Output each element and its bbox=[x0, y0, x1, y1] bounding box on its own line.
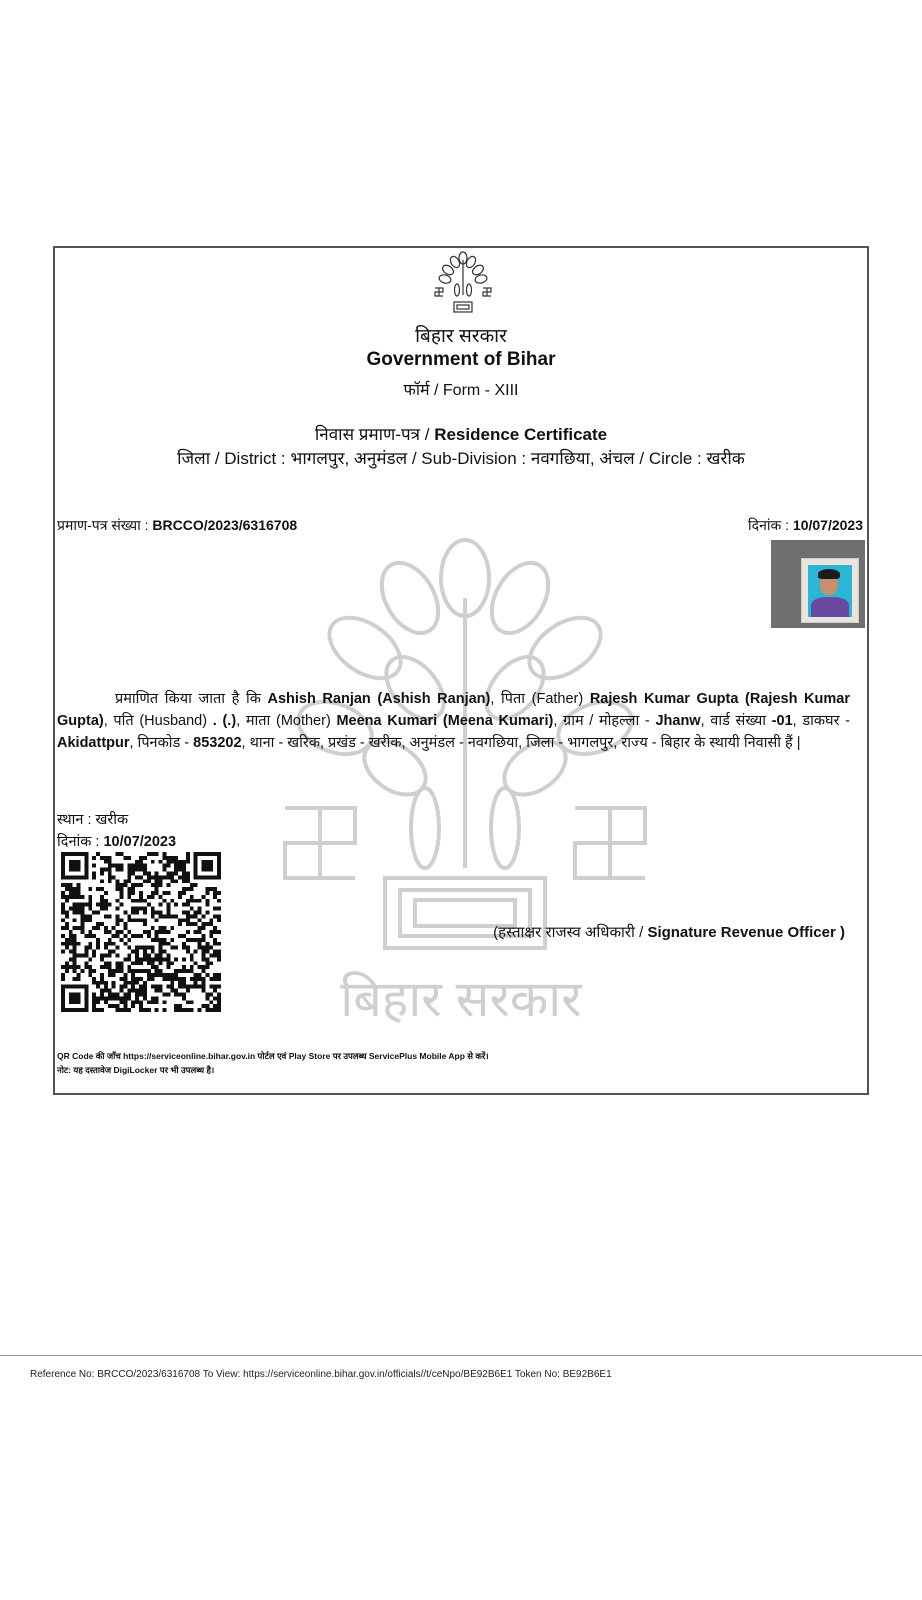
qr-verification-note: QR Code की जाँच https://serviceonline.bihar.gov.in पोर्टल एवं Play Store पर उपलब्ध ServicePlus Mobile App से करें। bbox=[57, 1051, 489, 1061]
subdivision-value: नवगछिया, bbox=[530, 449, 600, 468]
body-text: , वार्ड संख्या bbox=[700, 713, 772, 729]
place-value: खरीक bbox=[95, 812, 129, 828]
footer-reference: Reference No: BRCCO/2023/6316708 To View: https://serviceonline.bihar.gov.in/officials//t/ceNpo/BE92B6E1 Token No: BE92B6E1 bbox=[30, 1369, 612, 1380]
header-title-english: Government of Bihar bbox=[366, 349, 556, 370]
bihar-watermark-icon bbox=[275, 538, 655, 1028]
body-text: , पिनकोड - bbox=[129, 735, 194, 751]
place bbox=[57, 809, 128, 829]
certificate-number-value: BRCCO/2023/6316708 bbox=[152, 517, 298, 533]
photo-card bbox=[801, 558, 859, 623]
body-text: , ग्राम / मोहल्ला - bbox=[553, 713, 656, 729]
mother-name: Meena Kumari (Meena Kumari) bbox=[336, 713, 554, 729]
qr-code-icon[interactable] bbox=[61, 852, 221, 1012]
signature-label-english: Signature Revenue Officer ) bbox=[647, 924, 845, 941]
district-line bbox=[55, 446, 867, 469]
issue-date-value: 10/07/2023 bbox=[103, 834, 177, 850]
body-text: , पिता (Father) bbox=[490, 691, 590, 707]
father-name: Rajesh Kumar Gupta (Rajesh Kumar Gupta) bbox=[57, 691, 850, 729]
qr-modules bbox=[61, 852, 221, 1012]
certificate-number-label: प्रमाण-पत्र संख्या : bbox=[57, 517, 153, 533]
watermark-text: बिहार सरकार bbox=[340, 971, 582, 1027]
signature-label-hindi: (हस्ताक्षर राजस्व अधिकारी / bbox=[493, 924, 648, 941]
body-text: , डाकघर - bbox=[792, 713, 851, 729]
body-text: प्रमाणित किया जाता है कि bbox=[115, 691, 268, 707]
applicant-photo bbox=[771, 540, 865, 628]
signature-label bbox=[493, 922, 845, 942]
district-value: भागलपुर, bbox=[290, 449, 354, 468]
post-office: Akidattpur bbox=[57, 735, 130, 751]
issue-date-label: दिनांक : bbox=[57, 834, 104, 850]
district-label: जिला / District : bbox=[177, 449, 291, 468]
certificate-date bbox=[748, 516, 863, 535]
certificate-title-english: Residence Certificate bbox=[434, 425, 608, 444]
ward-number: -01 bbox=[771, 713, 793, 729]
bihar-emblem-icon bbox=[417, 250, 509, 320]
header-title-hindi: बिहार सरकार bbox=[415, 326, 507, 347]
certificate-title-hindi: निवास प्रमाण-पत्र / bbox=[314, 425, 435, 444]
certificate-date-value: 10/07/2023 bbox=[792, 517, 863, 533]
footer-divider bbox=[0, 1355, 922, 1356]
village-name: Jhanw bbox=[655, 713, 701, 729]
body-text: , थाना - खरिक, प्रखंड - खरीक, अनुमंडल - नवगछिया, जिला - भागलपुर, राज्य - बिहार के स्थायी निवासी हैं | bbox=[241, 735, 801, 751]
pincode: 853202 bbox=[193, 735, 242, 751]
place-label: स्थान : bbox=[57, 812, 96, 828]
certificate-title bbox=[55, 422, 867, 445]
husband-name: . (.) bbox=[212, 713, 237, 729]
certificate-body bbox=[57, 688, 850, 754]
issue-date bbox=[57, 831, 176, 851]
certificate-document bbox=[53, 246, 869, 1095]
applicant-name: Ashish Ranjan (Ashish Ranjan) bbox=[267, 691, 491, 707]
body-text: , पति (Husband) bbox=[103, 713, 213, 729]
certificate-number bbox=[57, 516, 297, 535]
form-label: फॉर्म / Form - XIII bbox=[403, 382, 519, 399]
circle-label: अंचल / Circle : bbox=[599, 449, 707, 468]
circle-value: खरीक bbox=[706, 449, 745, 468]
certificate-date-label: दिनांक : bbox=[748, 517, 793, 533]
subdivision-label: अनुमंडल / Sub-Division : bbox=[353, 449, 531, 468]
body-text: , माता (Mother) bbox=[236, 713, 337, 729]
digilocker-note: नोट: यह दस्तावेज DigiLocker पर भी उपलब्ध है। bbox=[57, 1065, 215, 1075]
